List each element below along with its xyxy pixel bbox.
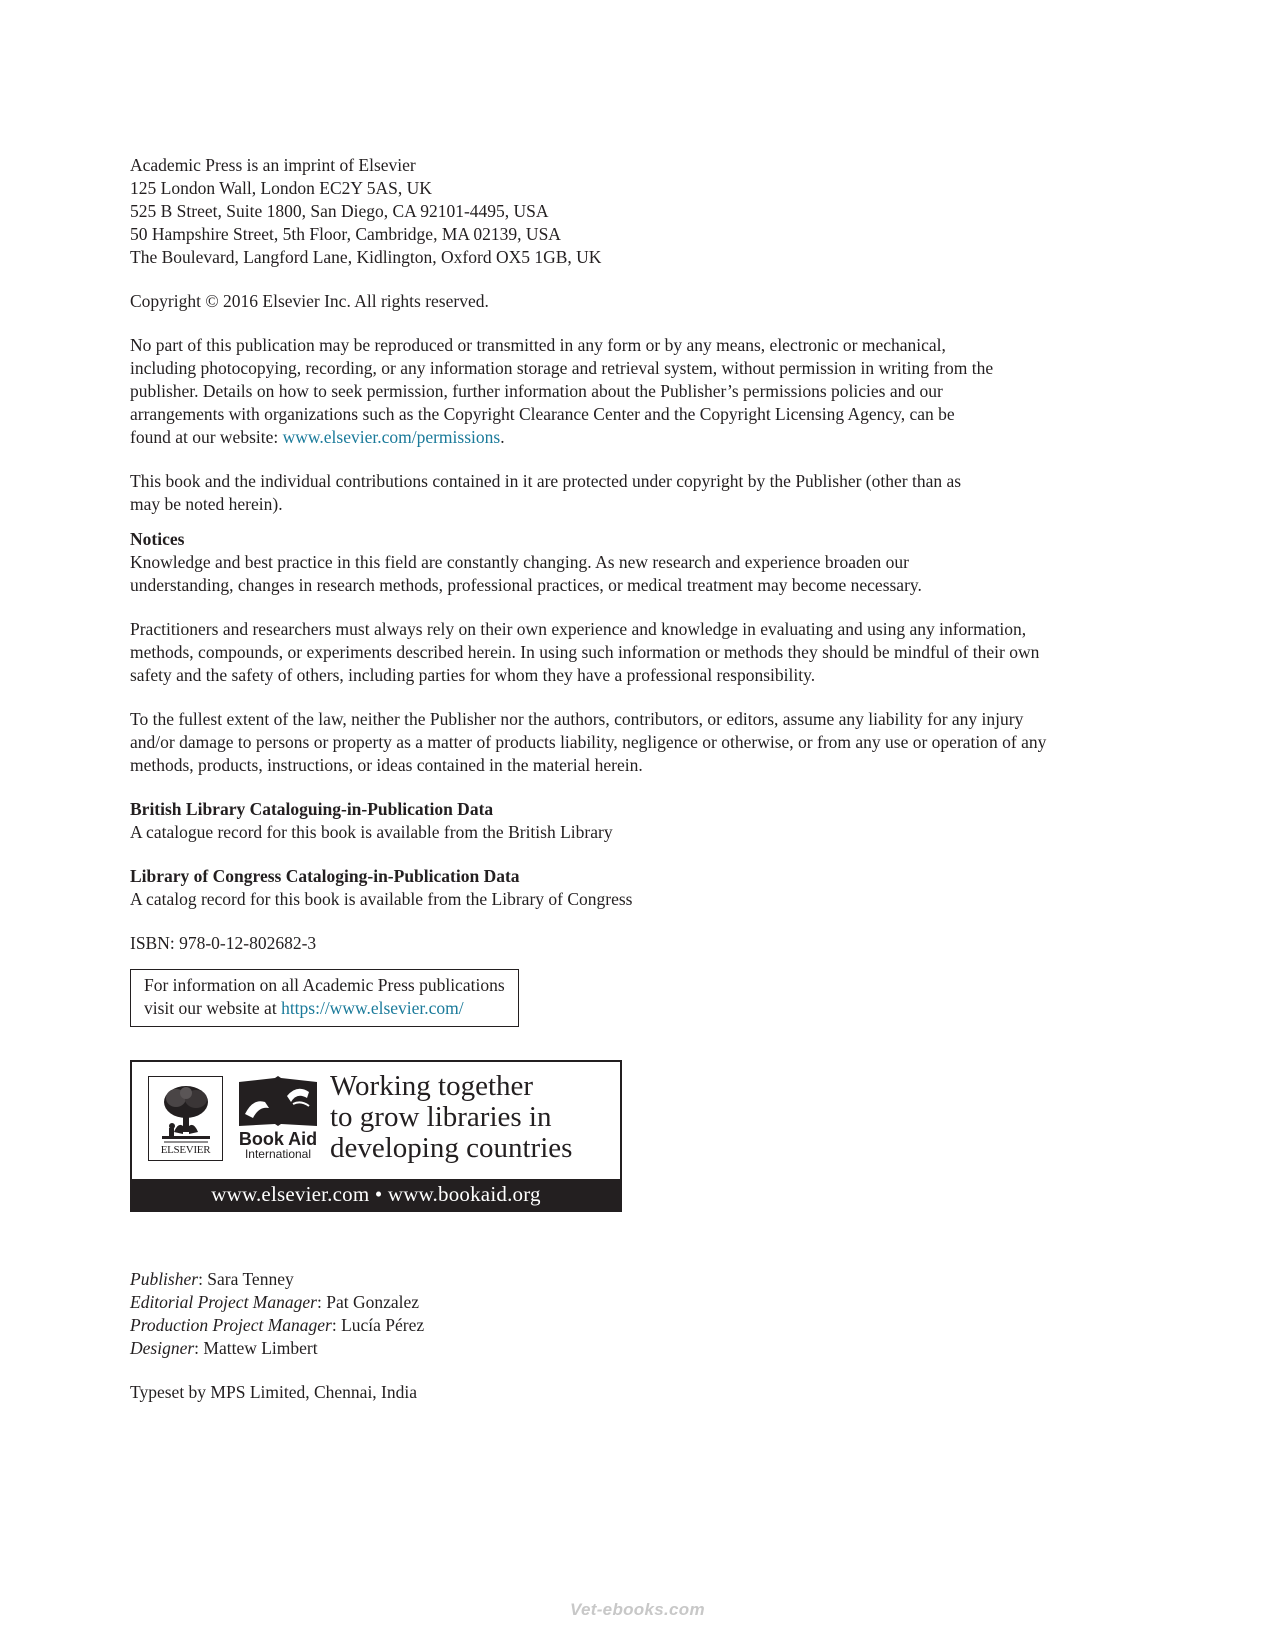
imprint-line: Academic Press is an imprint of Elsevier	[130, 155, 416, 175]
typeset-note: Typeset by MPS Limited, Chennai, India	[130, 1382, 418, 1402]
paragraph-line: No part of this publication may be reproduced or transmitted in any form or by any means, electronic or mechanical,	[130, 335, 946, 355]
banner-footer-urls[interactable]: www.elsevier.com • www.bookaid.org	[132, 1179, 620, 1210]
paragraph-line: publisher. Details on how to seek permission, further information about the Publisher’s permissions policies and our	[130, 381, 943, 401]
permissions-link[interactable]: www.elsevier.com/permissions	[282, 427, 501, 447]
credit-value: : Sara Tenney	[198, 1269, 294, 1289]
elsevier-logo	[148, 1076, 223, 1161]
paragraph-line	[130, 426, 1130, 449]
paragraph-line: safety and the safety of others, including parties for whom they have a professional responsibility.	[130, 665, 816, 685]
paragraph-line: arrangements with organizations such as the Copyright Clearance Center and the Copyright Licensing Agency, can be	[130, 404, 955, 424]
credit-label: Editorial Project Manager	[130, 1292, 317, 1312]
british-library-text: A catalogue record for this book is available from the British Library	[130, 822, 613, 842]
credit-production	[130, 1314, 1130, 1337]
slogan-line: developing countries	[330, 1132, 573, 1164]
address-line: 525 B Street, Suite 1800, San Diego, CA 92101-4495, USA	[130, 201, 549, 221]
slogan-line: to grow libraries in	[330, 1101, 552, 1133]
paragraph-line: To the fullest extent of the law, neither the Publisher nor the authors, contributors, or editors, assume any liability for any injury	[130, 709, 1024, 729]
banner-slogan	[330, 1071, 572, 1164]
british-library-section	[130, 798, 1130, 844]
credits-section	[130, 1268, 1130, 1360]
watermark: Vet-ebooks.com	[570, 1600, 705, 1619]
paragraph-line: Knowledge and best practice in this field are constantly changing. As new research and experience broaden our	[130, 552, 909, 572]
address-line: 50 Hampshire Street, 5th Floor, Cambridge, MA 02139, USA	[130, 224, 561, 244]
info-box-line	[144, 997, 505, 1020]
permissions-prefix: found at our website:	[130, 427, 283, 447]
paragraph-line: including photocopying, recording, or any information storage and retrieval system, without permission in writing from the	[130, 358, 994, 378]
paragraph-line: methods, products, instructions, or ideas contained in the material herein.	[130, 755, 643, 775]
credit-value: : Mattew Limbert	[194, 1338, 318, 1358]
elsevier-label: ELSEVIER	[160, 1144, 211, 1156]
protection-paragraph	[130, 470, 1130, 516]
library-of-congress-heading: Library of Congress Cataloging-in-Publication Data	[130, 866, 520, 886]
paragraph-line: Practitioners and researchers must always rely on their own experience and knowledge in evaluating and using any information,	[130, 619, 1027, 639]
notices-section	[130, 528, 1130, 777]
imprint-address	[130, 154, 1130, 269]
slogan-line: Working together	[330, 1070, 534, 1102]
publications-info-box	[130, 969, 519, 1027]
paragraph-line: and/or damage to persons or property as a matter of products liability, negligence or otherwise, or from any use or operation of any	[130, 732, 1047, 752]
permissions-suffix: .	[500, 427, 505, 447]
paragraph-line: may be noted herein).	[130, 494, 283, 514]
elsevier-tree-icon	[156, 1082, 216, 1146]
library-of-congress-section	[130, 865, 1130, 911]
paragraph-line: This book and the individual contributions contained in it are protected under copyright by the Publisher (other than as	[130, 471, 962, 491]
copyright-page	[130, 154, 1130, 1404]
credit-value: : Pat Gonzalez	[316, 1292, 420, 1312]
permissions-paragraph	[130, 334, 1130, 449]
book-aid-name: Book Aid	[238, 1129, 318, 1149]
credit-publisher	[130, 1268, 1130, 1291]
british-library-heading: British Library Cataloguing-in-Publication Data	[130, 799, 494, 819]
isbn: ISBN: 978-0-12-802682-3	[130, 933, 317, 953]
address-line: 125 London Wall, London EC2Y 5AS, UK	[130, 178, 432, 198]
credit-label: Production Project Manager	[130, 1315, 332, 1335]
notices-heading: Notices	[130, 529, 185, 549]
copyright-notice: Copyright © 2016 Elsevier Inc. All rights reserved.	[130, 291, 489, 311]
credit-editorial	[130, 1291, 1130, 1314]
credit-value: : Lucía Pérez	[331, 1315, 425, 1335]
book-aid-subtitle: International	[244, 1147, 312, 1161]
credit-label: Publisher	[130, 1269, 199, 1289]
address-line: The Boulevard, Langford Lane, Kidlington, Oxford OX5 1GB, UK	[130, 247, 602, 267]
credit-designer	[130, 1337, 1130, 1360]
info-box-line: For information on all Academic Press publications	[144, 975, 505, 995]
credit-label: Designer	[130, 1338, 195, 1358]
elsevier-website-link[interactable]: https://www.elsevier.com/	[281, 998, 464, 1018]
book-aid-banner	[130, 1060, 622, 1212]
book-aid-logo	[235, 1074, 321, 1166]
info-box-prefix: visit our website at	[144, 998, 282, 1018]
library-of-congress-text: A catalog record for this book is available from the Library of Congress	[130, 889, 633, 909]
paragraph-line: understanding, changes in research methods, professional practices, or medical treatment may become necessary.	[130, 575, 922, 595]
paragraph-line: methods, compounds, or experiments described herein. In using such information or methods they should be mindful of their own	[130, 642, 1040, 662]
open-book-hands-icon	[235, 1074, 321, 1130]
